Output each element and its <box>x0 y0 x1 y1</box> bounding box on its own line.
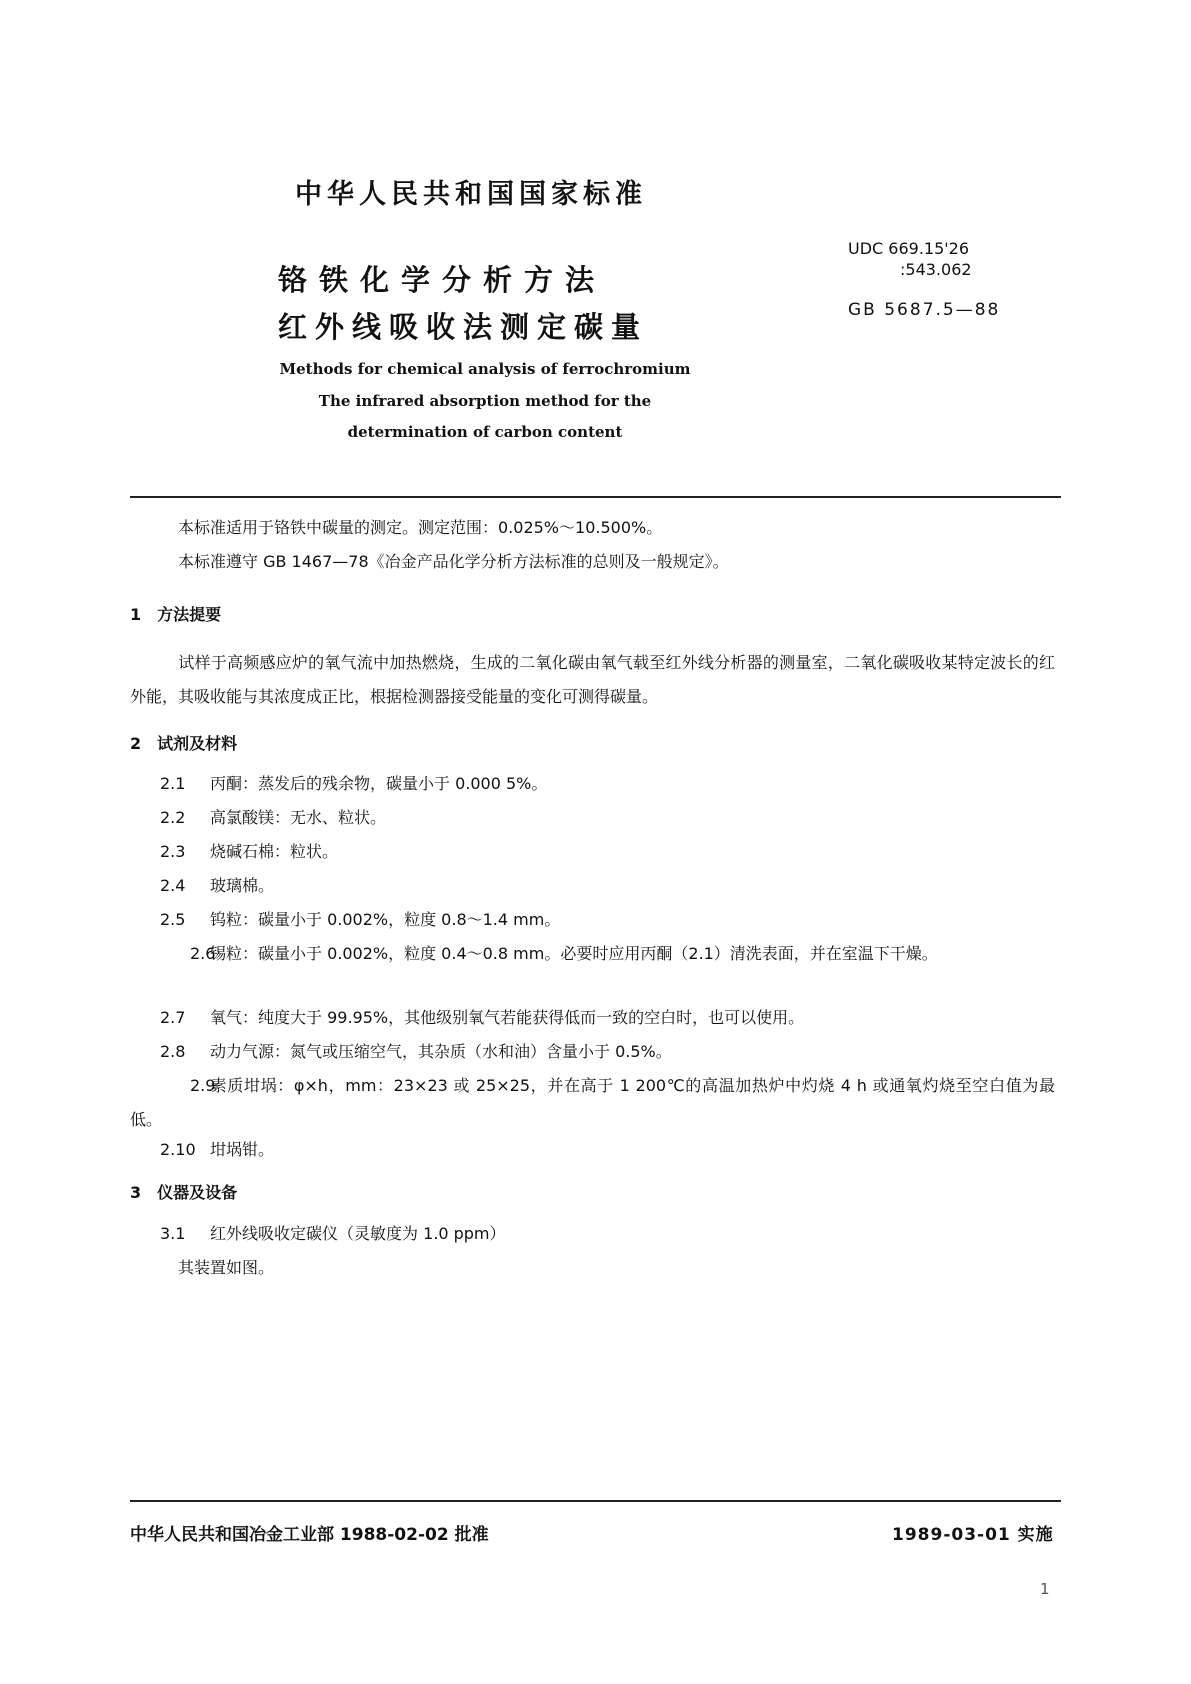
list-item: 2.5 钨粒：碳量小于 0.002%，粒度 0.8～1.4 mm。 <box>160 910 561 929</box>
section-1-heading: 1 方法提要 <box>130 605 222 624</box>
english-title-line-1: Methods for chemical analysis of ferrochromium <box>279 360 691 378</box>
apparatus-note: 其装置如图。 <box>178 1258 275 1277</box>
gb-number: GB 5687.5—88 <box>848 300 1001 320</box>
implementation-date: 1989-03-01 实施 <box>892 1525 1054 1545</box>
udc-line-1: UDC 669.15'26 <box>848 239 970 258</box>
section-1-text: 试样于高频感应炉的氧气流中加热燃烧，生成的二氧化碳由氧气载至红外线分析器的测量室，二氧化碳吸收某特定波长的红外能，其吸收能与其浓度成正比，根据检测器接受能量的变化可测得碳量。 <box>130 653 1055 706</box>
title-line-1: 铬铁化学分析方法 <box>278 263 607 297</box>
approval-statement: 中华人民共和国冶金工业部 1988-02-02 批准 <box>130 1525 489 1545</box>
udc-code <box>848 238 972 280</box>
list-item: 2.7 氧气：纯度大于 99.95%，其他级别氧气若能获得低而一致的空白时，也可以使用。 <box>160 1008 805 1027</box>
list-item: 2.2 高氯酸镁：无水、粒状。 <box>160 808 387 827</box>
standard-organization: 中华人民共和国国家标准 <box>295 179 647 210</box>
list-item: 2.8 动力气源：氮气或压缩空气，其杂质（水和油）含量小于 0.5%。 <box>160 1042 672 1061</box>
list-item: 2.6锡粒：碳量小于 0.002%，粒度 0.4～0.8 mm。必要时应用丙酮（2.1）清洗表面，并在室温下干燥。 <box>190 944 938 963</box>
section-1-body <box>130 646 1055 714</box>
section-2-heading: 2 试剂及材料 <box>130 734 238 753</box>
intro-scope: 本标准适用于铬铁中碳量的测定。测定范围：0.025%～10.500%。 <box>178 518 663 537</box>
list-item: 3.1 红外线吸收定碳仪（灵敏度为 1.0 ppm） <box>160 1224 506 1243</box>
english-title-line-3: determination of carbon content <box>347 423 623 441</box>
list-item: 2.4 玻璃棉。 <box>160 876 275 895</box>
list-item: 2.1 丙酮：蒸发后的残余物，碳量小于 0.000 5%。 <box>160 774 548 793</box>
udc-line-2: :543.062 <box>900 260 972 279</box>
page-number: 1 <box>1040 1580 1050 1598</box>
intro-compliance: 本标准遵守 GB 1467—78《冶金产品化学分析方法标准的总则及一般规定》。 <box>178 552 729 571</box>
list-item: 2.10 坩埚钳。 <box>160 1140 275 1159</box>
section-3-heading: 3 仪器及设备 <box>130 1183 238 1202</box>
footer-divider <box>130 1500 1061 1502</box>
list-item: 2.3 烧碱石棉：粒状。 <box>160 842 339 861</box>
title-line-2: 红外线吸收法测定碳量 <box>278 310 649 344</box>
header-divider <box>130 496 1061 498</box>
english-title-line-2: The infrared absorption method for the <box>318 392 652 410</box>
list-item: 2.9素质坩埚：φ×h，mm：23×23 或 25×25，并在高于 1 200℃的高温加热炉中灼烧 4 h 或通氧灼烧至空白值为最低。 <box>130 1076 1055 1129</box>
